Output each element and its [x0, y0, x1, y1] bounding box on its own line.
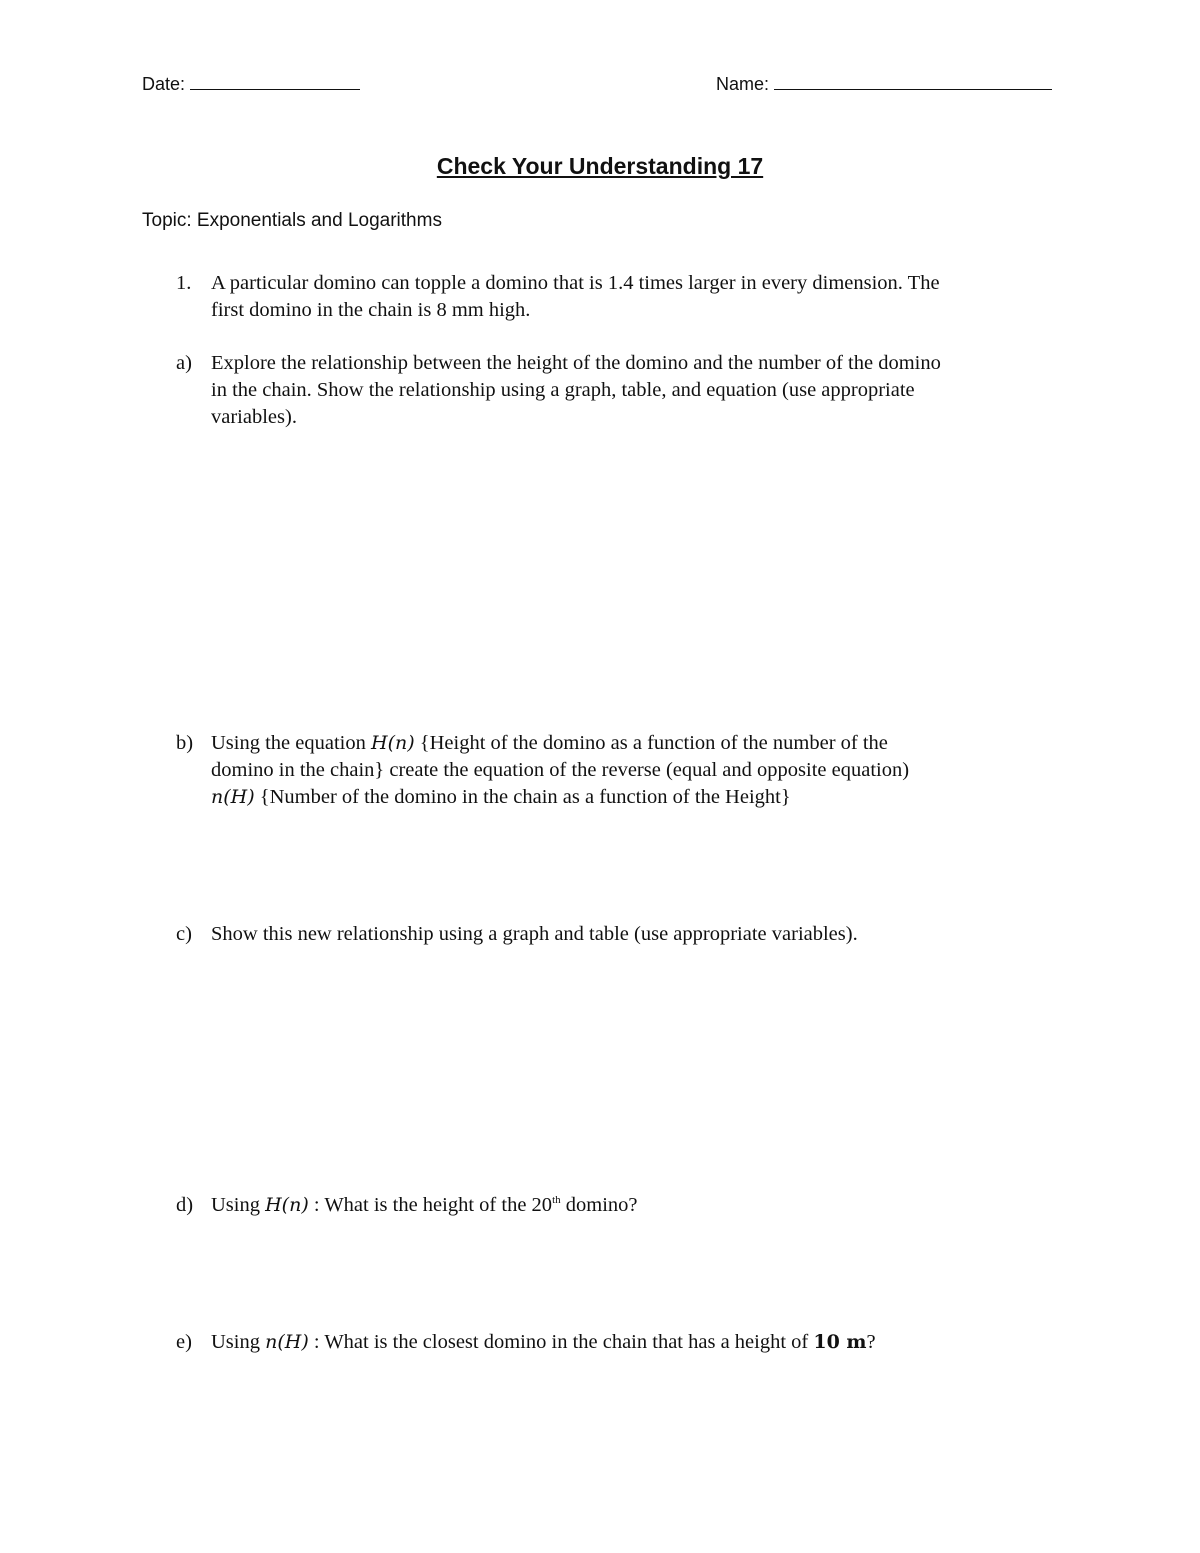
ordinal-suffix: th — [552, 1194, 561, 1207]
date-field — [142, 74, 360, 95]
part-text-line: Explore the relationship between the height of the domino and the number of the domino — [211, 352, 941, 374]
name-label: Name: — [716, 74, 770, 94]
math-h-of-n: H(n) — [371, 732, 415, 754]
math-n-of-h: n(H) — [265, 1331, 309, 1353]
text-run: : What is the closest domino in the chain that has a height of — [308, 1331, 814, 1353]
text-run: {Height of the domino as a function of the number of the — [414, 732, 888, 754]
part-text-line — [211, 1192, 638, 1219]
part-text-line — [211, 784, 791, 811]
part-label: b) — [176, 732, 194, 754]
name-field — [716, 74, 1052, 95]
math-h-of-n: H(n) — [265, 1194, 309, 1216]
part-text-line: in the chain. Show the relationship using a graph, table, and equation (use appropriate — [211, 379, 915, 401]
question-number: 1. — [176, 272, 192, 294]
text-run: Using the equation — [211, 732, 371, 754]
part-label: c) — [176, 923, 192, 945]
part-label: d) — [176, 1194, 194, 1216]
question-line: first domino in the chain is 8 mm high. — [211, 299, 531, 321]
part-text-line — [211, 730, 888, 757]
name-blank-line[interactable] — [774, 87, 1052, 90]
text-run: {Number of the domino in the chain as a function of the Height} — [254, 786, 791, 808]
math-n-of-h: n(H) — [211, 786, 255, 808]
part-text-line — [211, 1329, 876, 1356]
height-value: 10 m — [813, 1331, 867, 1353]
page-title: Check Your Understanding 17 — [436, 153, 764, 179]
part-text-line: variables). — [211, 406, 297, 428]
text-run: ? — [866, 1331, 876, 1353]
text-run: Using — [211, 1331, 266, 1353]
part-text-line: domino in the chain} create the equation of the reverse (equal and opposite equation) — [211, 759, 910, 781]
text-run: : What is the height of the 20 — [308, 1194, 553, 1216]
text-run: domino? — [560, 1194, 638, 1216]
part-text-line: Show this new relationship using a graph and table (use appropriate variables). — [211, 923, 858, 945]
date-label: Date: — [142, 74, 186, 94]
part-label: a) — [176, 352, 192, 374]
date-blank-line[interactable] — [190, 87, 360, 90]
part-label: e) — [176, 1331, 192, 1353]
question-line: A particular domino can topple a domino that is 1.4 times larger in every dimension. The — [211, 272, 940, 294]
topic-line: Topic: Exponentials and Logarithms — [142, 210, 442, 231]
text-run: Using — [211, 1194, 266, 1216]
